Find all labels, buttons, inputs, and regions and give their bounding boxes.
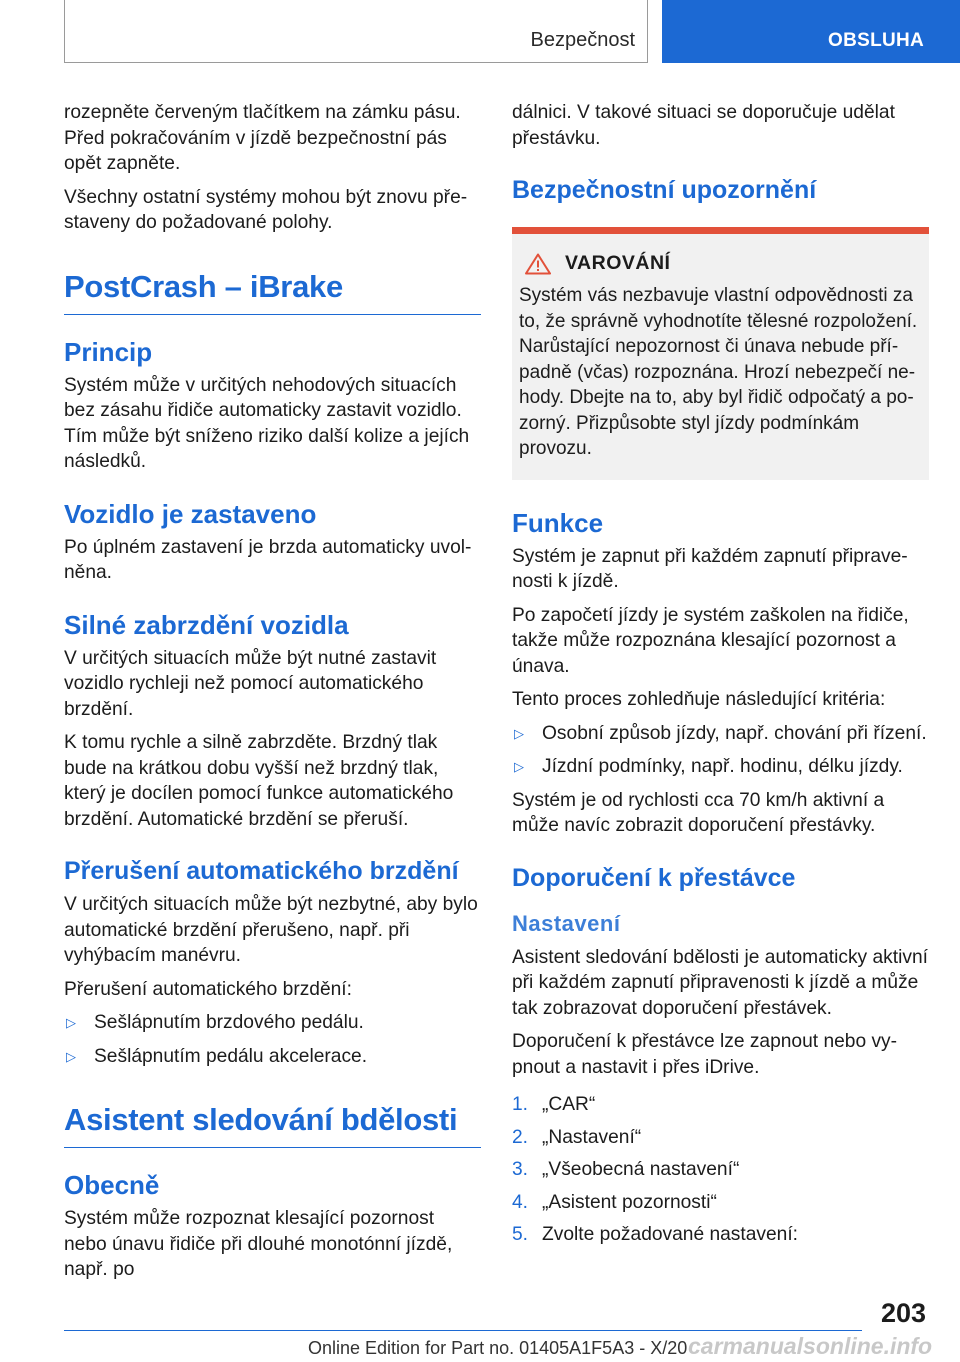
- silne-paragraph-2: K tomu rychle a silně zabrzděte. Brzdný tlak bude na krátkou dobu vyšší než brzdný tlak, který je docílen pomocí funkce automatického brzdění. Automatické brzdění se přeruší.: [64, 732, 454, 830]
- page-number: 203: [880, 1298, 926, 1328]
- preruseni-heading: Přerušení automatického brzdění: [64, 857, 459, 885]
- step-item: 4. „Asistent pozornosti“: [512, 1191, 717, 1213]
- step-item: 1. „CAR“: [512, 1094, 596, 1115]
- header-tab-obsluha[interactable]: OBSLUHA: [662, 0, 960, 63]
- triangle-bullet-icon: ▷: [66, 1015, 76, 1030]
- left-column: [64, 100, 481, 1291]
- doporuceni-heading: Doporučení k přestávce: [512, 863, 796, 892]
- princip-heading: Princip: [64, 336, 153, 367]
- preruseni-paragraph-2: Přerušení automatického brzdění:: [64, 978, 352, 1000]
- postcrash-title: PostCrash – iBrake: [64, 268, 481, 315]
- steps-list: [512, 1092, 929, 1248]
- continued-paragraph: dálnici. V takové situaci se doporučuje udělat přestávku.: [512, 102, 895, 149]
- zastaveno-paragraph: Po úplném zastavení je brzda automaticky uvolněna.: [64, 536, 472, 583]
- list-item: ▷ Osobní způsob jízdy, např. chování při řízení.: [512, 721, 929, 747]
- preruseni-paragraph-1: V určitých situacích může být nezbytné, aby bylo automatické brzdění přerušeno, např. při vyhýbacím manévru.: [64, 894, 478, 966]
- funkce-paragraph-1: Systém je zapnut při každém zapnutí připravenosti k jízdě.: [512, 545, 908, 592]
- list-item: ▷ Jízdní podmínky, např. hodinu, délku jízdy.: [512, 754, 929, 780]
- zastaveno-heading: Vozidlo je zastaveno: [64, 498, 317, 529]
- warning-title-row: [519, 252, 921, 275]
- funkce-paragraph-4: Systém je od rychlosti cca 70 km/h aktivní a může navíc zobrazit doporučení přestávky.: [512, 789, 885, 836]
- obecne-heading: Obecně: [64, 1170, 160, 1200]
- funkce-list: [512, 721, 929, 780]
- footer-edition: Online Edition for Part no. 01405A1F5A3 - X/20: [308, 1338, 688, 1358]
- nastaveni-paragraph-2: Doporučení k přestávce lze zapnout nebo vypnout a nastavit i přes iDrive.: [512, 1031, 898, 1078]
- triangle-bullet-icon: ▷: [514, 759, 524, 774]
- warning-title: VAROVÁNÍ: [565, 252, 671, 274]
- warning-triangle-icon: [525, 253, 551, 275]
- warning-text: Systém vás nezbavuje vlastní odpovědnosti za to, že správně vyhodnotíte tělesné rozpoložení. Narůstající nepozornost či únava nebude případně (včas) rozpoznána. Hrozí nebezpečí nehody. Dbejte na to, aby byl řidič odpočatý a pozorný. Přizpůsobte styl jízdy podmínkám provozu.: [519, 285, 918, 459]
- nastaveni-paragraph-1: Asistent sledování bdělosti je automaticky aktivní při každém zapnutí připravenosti k jízdě a může tak zobrazovat doporučení přestávek.: [512, 946, 928, 1019]
- triangle-bullet-icon: ▷: [66, 1048, 76, 1064]
- funkce-paragraph-3: Tento proces zohledňuje následující kritéria:: [512, 689, 886, 710]
- intro-paragraph-1: rozepněte červeným tlačítkem na zámku pásu. Před pokračováním v jízdě bezpečnostní pás opět zapněte.: [64, 102, 461, 174]
- header-section-title: Bezpečnost: [530, 29, 635, 51]
- asistent-title: Asistent sledování bdělosti: [64, 1101, 481, 1148]
- footer-divider: [64, 1330, 862, 1331]
- right-column: [512, 100, 929, 1255]
- silne-heading: Silné zabrzdění vozidla: [64, 609, 349, 640]
- step-item: 2. „Nastavení“: [512, 1126, 642, 1148]
- watermark: carmanualsonline.info: [688, 1333, 933, 1359]
- funkce-heading: Funkce: [512, 507, 604, 538]
- princip-paragraph: Systém může v určitých nehodových situacích bez zásahu řidiče automaticky zastavit vozidlo. Tím může být sníženo riziko další kolize a jejích následků.: [64, 374, 470, 472]
- list-item: ▷ Sešlápnutím brzdového pedálu.: [64, 1010, 481, 1036]
- obecne-paragraph: Systém může rozpoznat klesající pozornost nebo únavu řidiče při dlouhé monotónní jízdě, např. po: [64, 1208, 453, 1280]
- funkce-paragraph-2: Po započetí jízdy je systém zaškolen na řidiče, takže může rozpoznána klesající pozornost a únava.: [512, 604, 909, 677]
- intro-paragraph-2: Všechny ostatní systémy mohou být znovu přestaveny do požadované polohy.: [64, 186, 468, 233]
- warning-box: [512, 227, 929, 480]
- list-item: ▷ Sešlápnutím pedálu akcelerace.: [64, 1044, 481, 1070]
- triangle-bullet-icon: ▷: [514, 725, 524, 741]
- nastaveni-heading: Nastavení: [512, 910, 621, 936]
- upozorneni-heading: Bezpečnostní upozornění: [512, 176, 817, 204]
- silne-paragraph-1: V určitých situacích může být nutné zastavit vozidlo rychleji než pomocí automatického brzdění.: [64, 647, 437, 720]
- preruseni-list: [64, 1010, 481, 1069]
- step-item: 5. Zvolte požadované nastavení:: [512, 1224, 799, 1245]
- step-item: 3. „Všeobecná nastavení“: [512, 1159, 740, 1180]
